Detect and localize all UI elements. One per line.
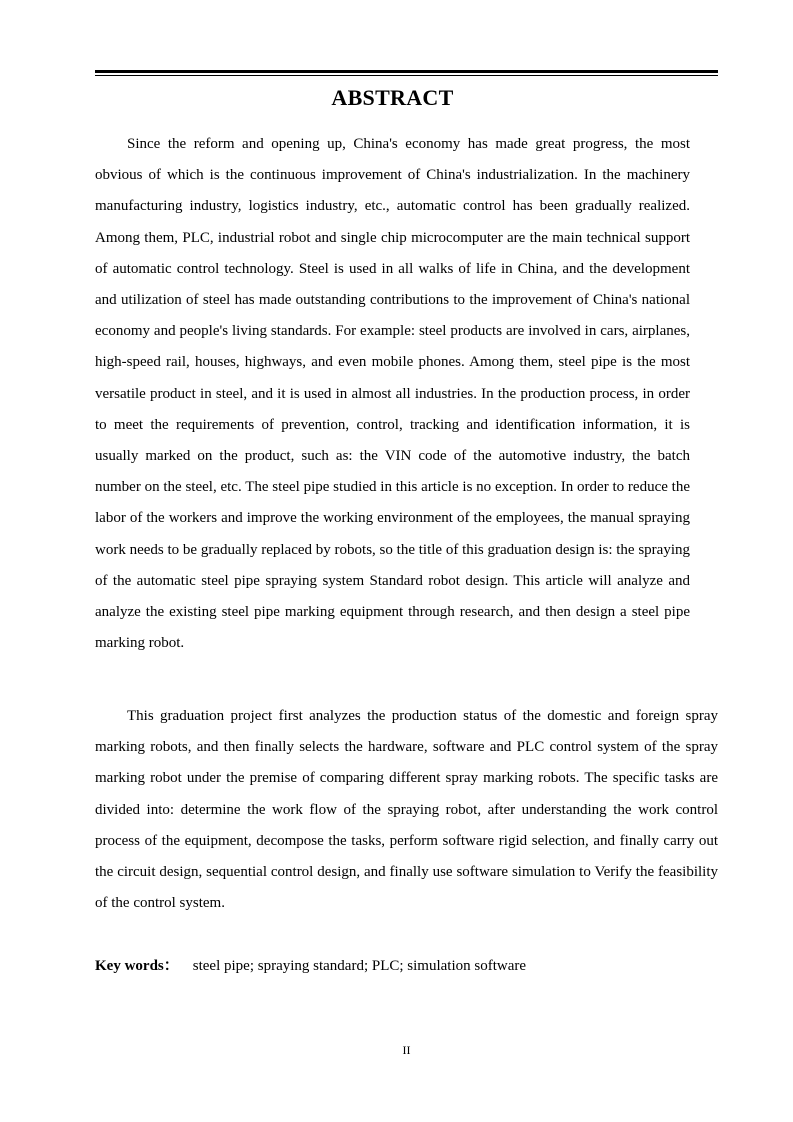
header-rule-thin [95, 75, 718, 76]
keywords-label: Key words： [95, 958, 179, 974]
keywords-line [95, 951, 718, 982]
page-title: ABSTRACT [331, 85, 454, 110]
abstract-paragraph-2: This graduation project first analyzes the production status of the domestic and foreign spray marking robots, and then finally selects the hardware, software and PLC control system of the spray marking robot under the premise of comparing different spray marking robots. The specific tasks are divided into: determine the work flow of the spraying robot, after understanding the work control process of the equipment, decompose the tasks, perform software rigid selection, and finally carry out the circuit design, sequential control design, and finally use software simulation to Verify the feasibility of the control system. [95, 708, 718, 912]
abstract-paragraph-1: Since the reform and opening up, China's economy has made great progress, the most obvious of which is the continuous improvement of China's industrialization. In the machinery manufacturing industry, logistics industry, etc., automatic control has been gradually realized. Among them, PLC, industrial robot and single chip microcomputer are the main technical support of automatic control technology. Steel is used in all walks of life in China, and the development and utilization of steel has made outstanding contributions to the improvement of China's national economy and people's living standards. For example: steel products are involved in cars, airplanes, high-speed rail, houses, highways, and even mobile phones. Among them, steel pipe is the most versatile product in steel, and it is used in almost all industries. In the production process, in order to meet the requirements of prevention, control, tracking and identification information, it is usually marked on the product, such as: the VIN code of the automotive industry, the batch number on the steel, etc. The steel pipe studied in this article is no exception. In order to reduce the labor of the workers and improve the working environment of the employees, the manual spraying work needs to be gradually replaced by robots, so the title of this graduation design is: the spraying of the automatic steel pipe spraying system Standard robot design. This article will analyze and analyze the existing steel pipe marking equipment through research, and then design a steel pipe marking robot. [95, 136, 690, 652]
page-number: II [402, 1043, 411, 1057]
keywords-text: steel pipe; spraying standard; PLC; simulation software [192, 958, 527, 974]
header-rule-thick [95, 70, 718, 73]
